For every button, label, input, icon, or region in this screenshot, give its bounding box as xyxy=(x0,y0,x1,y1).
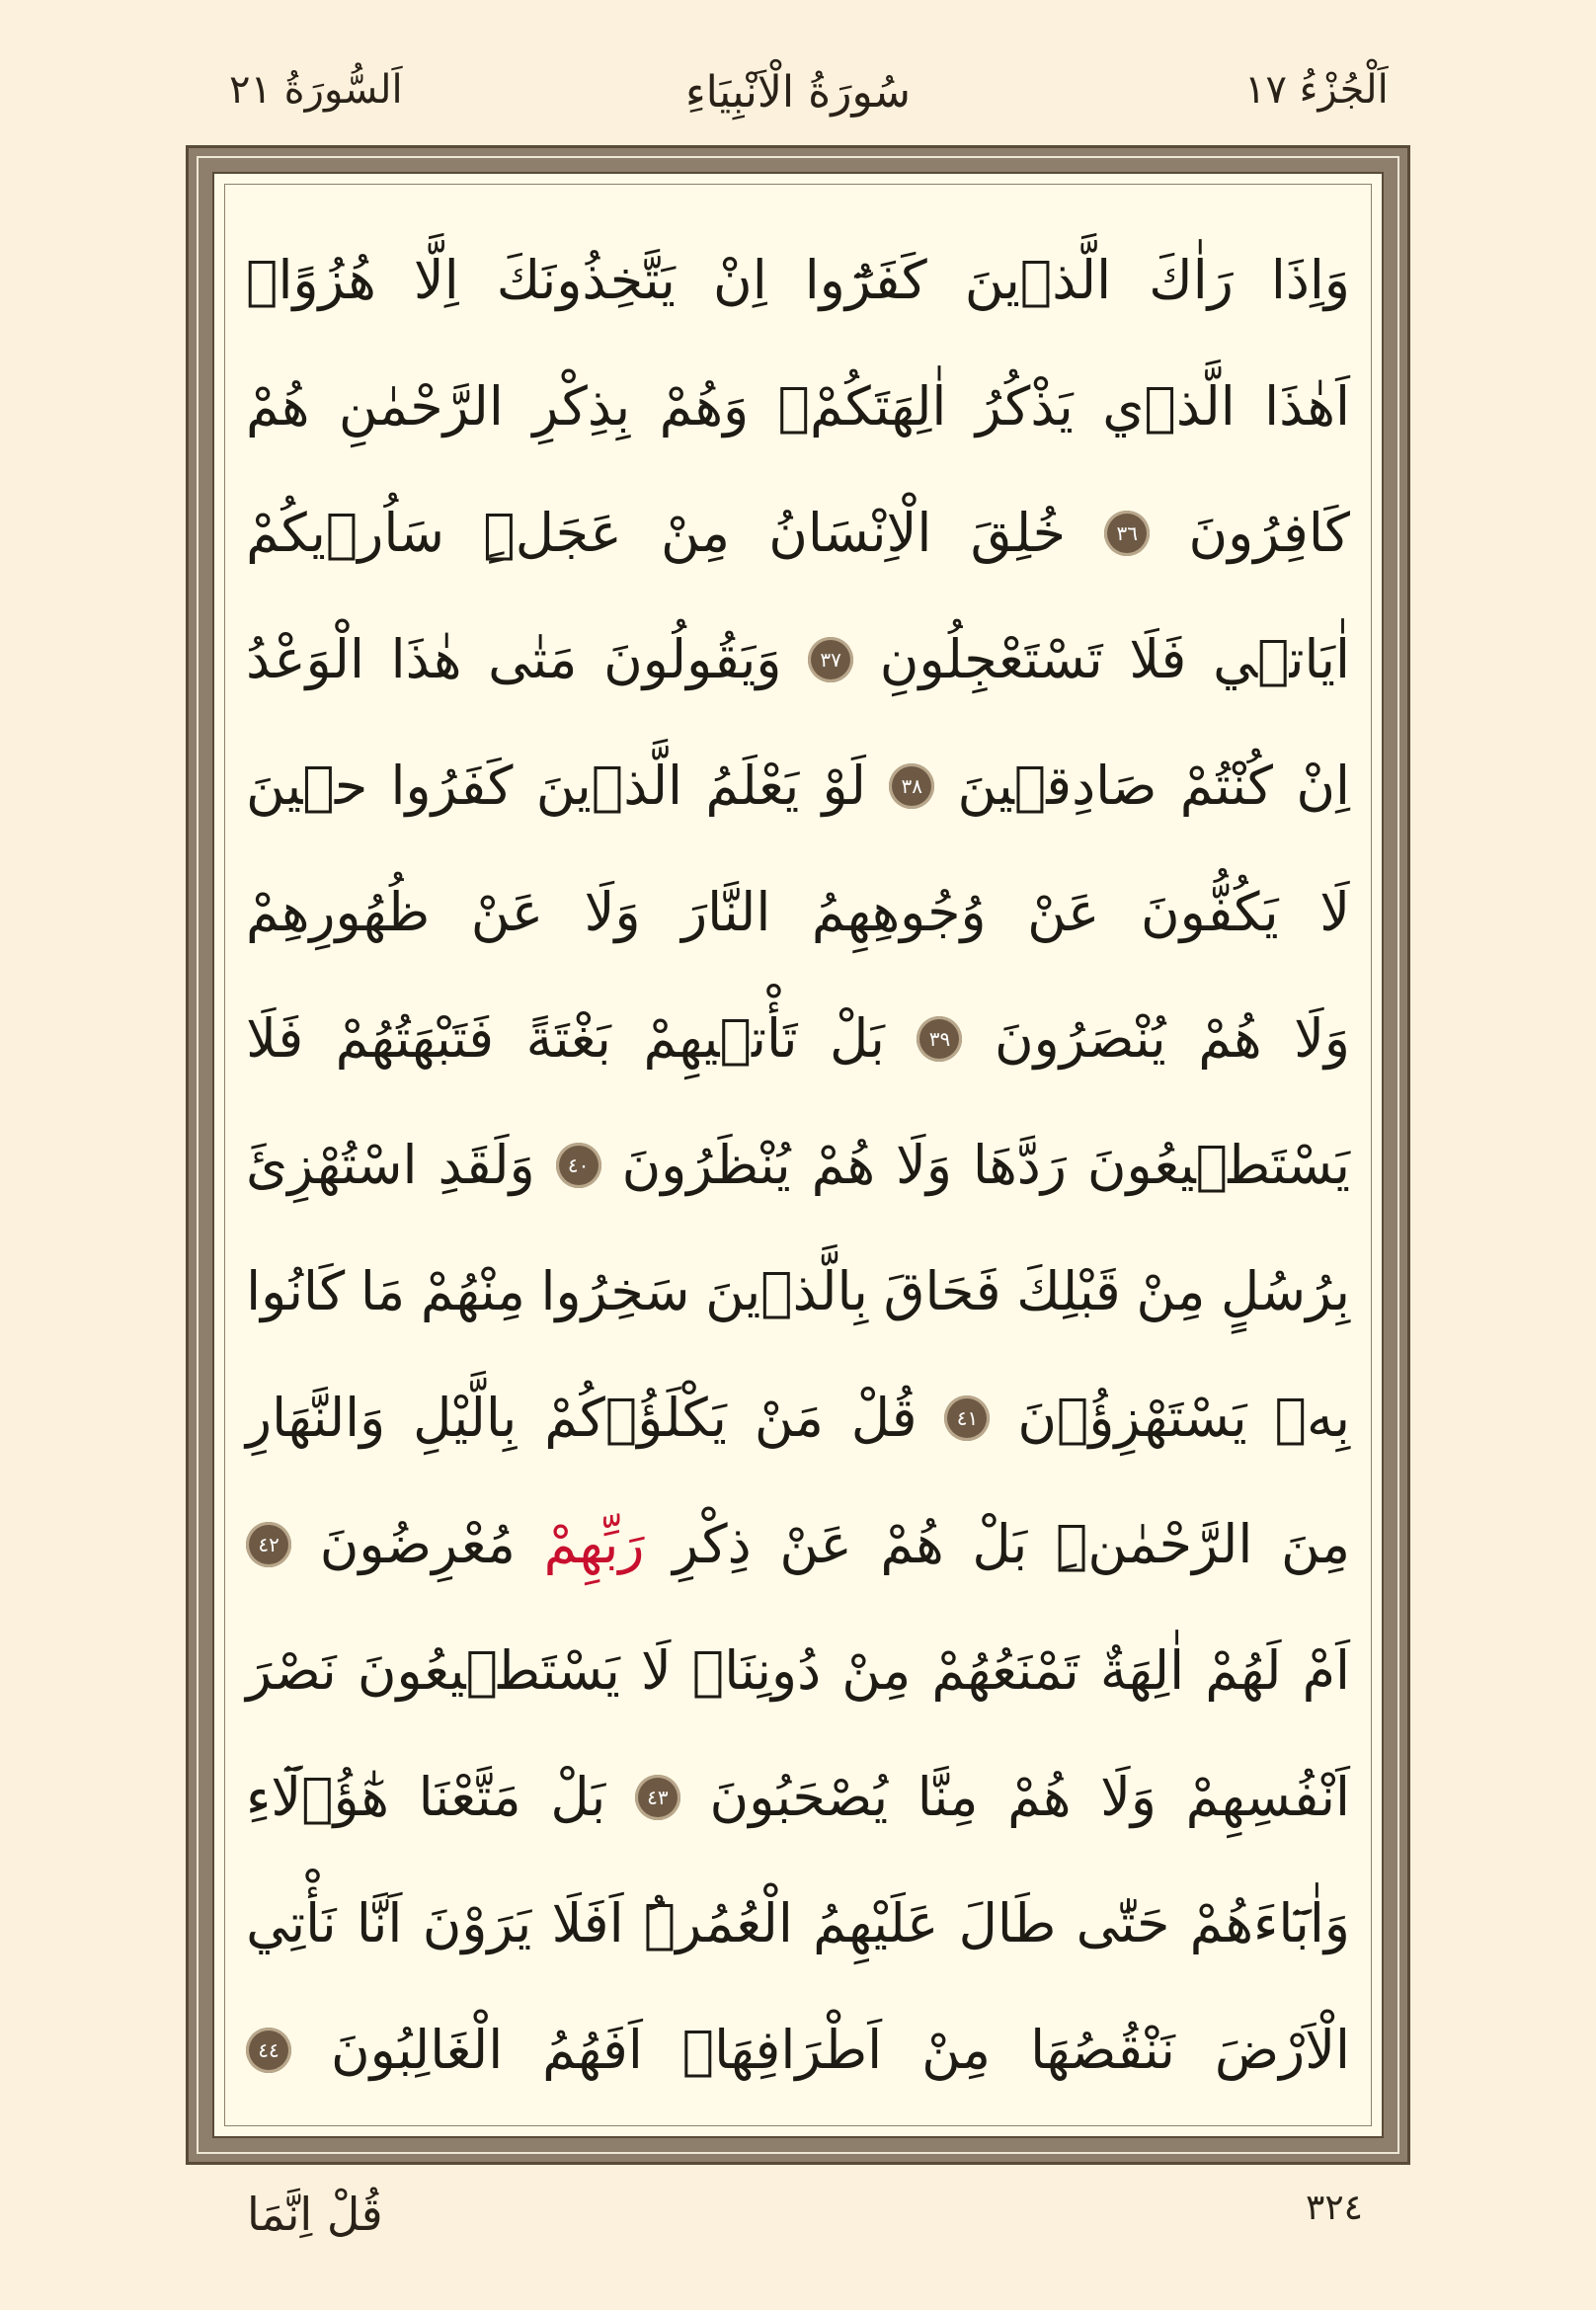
word: وَيَقُولُونَ xyxy=(603,628,782,690)
word: بِذِكْرِ xyxy=(532,375,631,438)
word: ح۪ينَ xyxy=(246,755,368,817)
word: اَفَلَا xyxy=(551,1892,624,1954)
word: يَسْتَط۪يعُونَ xyxy=(1086,1134,1350,1196)
word: قُلْ xyxy=(850,1387,918,1449)
ayah-marker: ٣٨ xyxy=(889,763,934,809)
word: بَلْ xyxy=(972,1513,1028,1575)
word: الَّذ۪ينَ xyxy=(535,755,683,817)
word: هٰذَا xyxy=(390,628,462,690)
word: ذِكْرِ xyxy=(673,1513,752,1575)
highlighted-word: رَبِّهِمْ xyxy=(543,1513,645,1575)
text-line xyxy=(246,1229,1350,1355)
word: وَلَا xyxy=(584,881,641,943)
text-line xyxy=(246,976,1350,1102)
word: اٰلِهَةٌ xyxy=(1099,1639,1185,1702)
word: اَمْ xyxy=(1302,1639,1350,1702)
word: نَأْتِي xyxy=(246,1892,337,1954)
word: مِنَّا xyxy=(917,1766,979,1828)
word: مِنْهُمْ xyxy=(420,1260,525,1322)
word: اَهٰذَا xyxy=(1264,375,1350,438)
word: تَمْنَعُهُمْ xyxy=(931,1639,1079,1702)
text-line xyxy=(246,217,1350,344)
word: يَذْكُرُ xyxy=(975,375,1074,438)
word: وَاٰبَٓاءَهُمْ xyxy=(1189,1892,1350,1954)
word: اٰيَات۪ي xyxy=(1213,628,1350,690)
word: يُصْحَبُونَ xyxy=(709,1766,889,1828)
word: رَدَّهَا xyxy=(972,1134,1067,1196)
word: اَنْفُسِهِمْ xyxy=(1185,1766,1350,1828)
ayah-marker: ٤٢ xyxy=(246,1522,291,1567)
text-line xyxy=(246,1734,1350,1861)
word: مَا xyxy=(359,1260,406,1322)
word: الْغَالِبُونَ xyxy=(330,2019,504,2081)
word: مَتٰى xyxy=(488,628,578,690)
word: طَالَ xyxy=(958,1892,1057,1954)
word: عَنْ xyxy=(779,1513,852,1575)
word: فَتَبْهَتُهُمْ xyxy=(335,1007,495,1070)
word: مِنَ xyxy=(1280,1513,1350,1575)
word: حَتّٰى xyxy=(1076,1892,1170,1954)
word: بِه۪ xyxy=(1274,1387,1350,1449)
text-line xyxy=(246,470,1350,597)
ayah-marker: ٤٠ xyxy=(556,1143,601,1188)
page-number: ٣٢٤ xyxy=(1306,2188,1364,2228)
text-line xyxy=(246,723,1350,849)
word: اَطْرَافِهَاۜ xyxy=(681,2019,883,2081)
word: الرَّحْمٰنِۜ xyxy=(1055,1513,1253,1575)
word: الْاِنْسَانُ xyxy=(768,502,932,564)
surah-name-header: سُورَةُ الْاَنْبِيَاءِ xyxy=(684,67,912,118)
word: يَتَّخِذُونَكَ xyxy=(496,249,676,311)
word: فَلَا xyxy=(246,1007,304,1070)
text-line xyxy=(246,344,1350,470)
word: هٰٓؤُ۬لَٓاءِ xyxy=(246,1766,389,1828)
text-line xyxy=(246,1355,1350,1481)
word: اِلَّا xyxy=(413,249,459,311)
word: سَاُر۪يكُمْ xyxy=(246,502,445,564)
word: خُلِقَ xyxy=(970,502,1066,564)
word: مِنْ xyxy=(921,2019,992,2081)
word: مِنْ xyxy=(841,1639,912,1702)
word: قَبْلِكَ xyxy=(1016,1260,1121,1322)
word: هُمْ xyxy=(246,375,310,438)
word: يُنْظَرُونَ xyxy=(621,1134,791,1196)
word: مِنْ xyxy=(1136,1260,1206,1322)
word: مِنْ xyxy=(660,502,730,564)
word: وَلَقَدِ xyxy=(438,1134,535,1196)
word: يَرَوْنَ xyxy=(422,1892,532,1954)
word: كَانُوا xyxy=(246,1260,346,1322)
word: لَا xyxy=(1319,881,1350,943)
word: بِالَّيْلِ xyxy=(413,1387,518,1449)
word: يَسْتَط۪يعُونَ xyxy=(357,1639,620,1702)
word: بَغْتَةً xyxy=(525,1007,611,1070)
word: هُمْ xyxy=(1007,1766,1072,1828)
word: اَفَهُمُ xyxy=(542,2019,643,2081)
word: كَفَرُوا xyxy=(390,755,514,817)
word: فَلَا xyxy=(1129,628,1187,690)
word: يَعْلَمُ xyxy=(705,755,800,817)
word: وَالنَّهَارِ xyxy=(246,1387,386,1449)
word: وَلَا xyxy=(1100,1766,1157,1828)
word: عَلَيْهِمُ xyxy=(813,1892,939,1954)
word: الْوَعْدُ xyxy=(246,628,364,690)
word: اِنْ xyxy=(1296,755,1350,817)
text-line xyxy=(246,1608,1350,1734)
word: هُزُوًاۜ xyxy=(246,249,376,311)
text-line xyxy=(246,1861,1350,1987)
word: وَلَا xyxy=(1294,1007,1350,1070)
word: رَاٰكَ xyxy=(1149,249,1234,311)
word: تَأْت۪يهِمْ xyxy=(643,1007,798,1070)
ayah-marker: ٣٩ xyxy=(917,1016,962,1062)
word: دُونِنَاۜ xyxy=(691,1639,822,1702)
word: مَتَّعْنَا xyxy=(418,1766,521,1828)
ayah-marker: ٣٧ xyxy=(808,637,853,682)
word: تَسْتَعْجِلُونِ xyxy=(879,628,1103,690)
word: لَهُمْ xyxy=(1205,1639,1282,1702)
word: كَفَرُٓوا xyxy=(804,249,927,311)
word: بِرُسُلٍ xyxy=(1221,1260,1350,1322)
ayah-marker: ٤٣ xyxy=(635,1775,680,1820)
ayah-marker: ٤٤ xyxy=(246,2028,291,2073)
word: لَوْ xyxy=(822,755,866,817)
word: الَّذ۪ينَ xyxy=(964,249,1112,311)
word: مُعْرِضُونَ xyxy=(319,1513,516,1575)
word: الَّذ۪ي xyxy=(1102,375,1236,438)
word: الرَّحْمٰنِ xyxy=(338,375,504,438)
word: بِالَّذ۪ينَ xyxy=(705,1260,868,1322)
word: لَا xyxy=(641,1639,672,1702)
word: وَلَا xyxy=(896,1134,952,1196)
text-line xyxy=(246,1987,1350,2113)
word: اَنَّا xyxy=(356,1892,403,1954)
word: يُنْصَرُونَ xyxy=(994,1007,1166,1070)
word: عَنْ xyxy=(1027,881,1100,943)
surah-number-header: اَلسُّورَةُ ٢١ xyxy=(229,67,403,113)
word: وَهُمْ xyxy=(659,375,750,438)
word: عَنْ xyxy=(470,881,544,943)
text-line xyxy=(246,849,1350,976)
ayah-marker: ٤١ xyxy=(944,1395,990,1441)
word: يَكْلَؤُ۫كُمْ xyxy=(544,1387,727,1449)
word: سَخِرُوا xyxy=(540,1260,690,1322)
quran-text xyxy=(246,217,1350,2113)
word: هُمْ xyxy=(1198,1007,1262,1070)
word: ظُهُورِهِمْ xyxy=(246,881,431,943)
word: بَلْ xyxy=(830,1007,885,1070)
text-line xyxy=(246,1481,1350,1608)
juz-header: اَلْجُزْءُ ١٧ xyxy=(1244,67,1389,113)
text-line xyxy=(246,597,1350,723)
word: بَلْ xyxy=(550,1766,606,1828)
word: الْاَرْضَ xyxy=(1214,2019,1350,2081)
text-line xyxy=(246,1102,1350,1229)
word: كَافِرُونَ xyxy=(1188,502,1350,564)
ayah-marker: ٣٦ xyxy=(1104,511,1150,556)
word: وُجُوهِهِمُ xyxy=(811,881,987,943)
word: مَنْ xyxy=(754,1387,824,1449)
word: كُنْتُمْ xyxy=(1179,755,1274,817)
catchword: قُلْ اِنَّمَا xyxy=(247,2188,383,2241)
word: نَنْقُصُهَا xyxy=(1030,2019,1175,2081)
word: اٰلِهَتَكُمْۚ xyxy=(777,375,947,438)
word: عَجَلٍۜ xyxy=(483,502,622,564)
word: اسْتُهْزِئَ xyxy=(246,1134,418,1196)
word: فَحَاقَ xyxy=(883,1260,1001,1322)
word: هُمْ xyxy=(811,1134,876,1196)
word: اِنْ xyxy=(713,249,767,311)
word: صَادِق۪ينَ xyxy=(957,755,1157,817)
word: النَّارَ xyxy=(681,881,771,943)
word: نَصْرَ xyxy=(246,1639,337,1702)
word: يَسْتَهْزِؤُ۫نَ xyxy=(1017,1387,1247,1449)
word: وَاِذَا xyxy=(1270,249,1350,311)
word: يَكُفُّونَ xyxy=(1140,881,1279,943)
word: الْعُمُرُۜ xyxy=(643,1892,793,1954)
word: هُمْ xyxy=(880,1513,944,1575)
